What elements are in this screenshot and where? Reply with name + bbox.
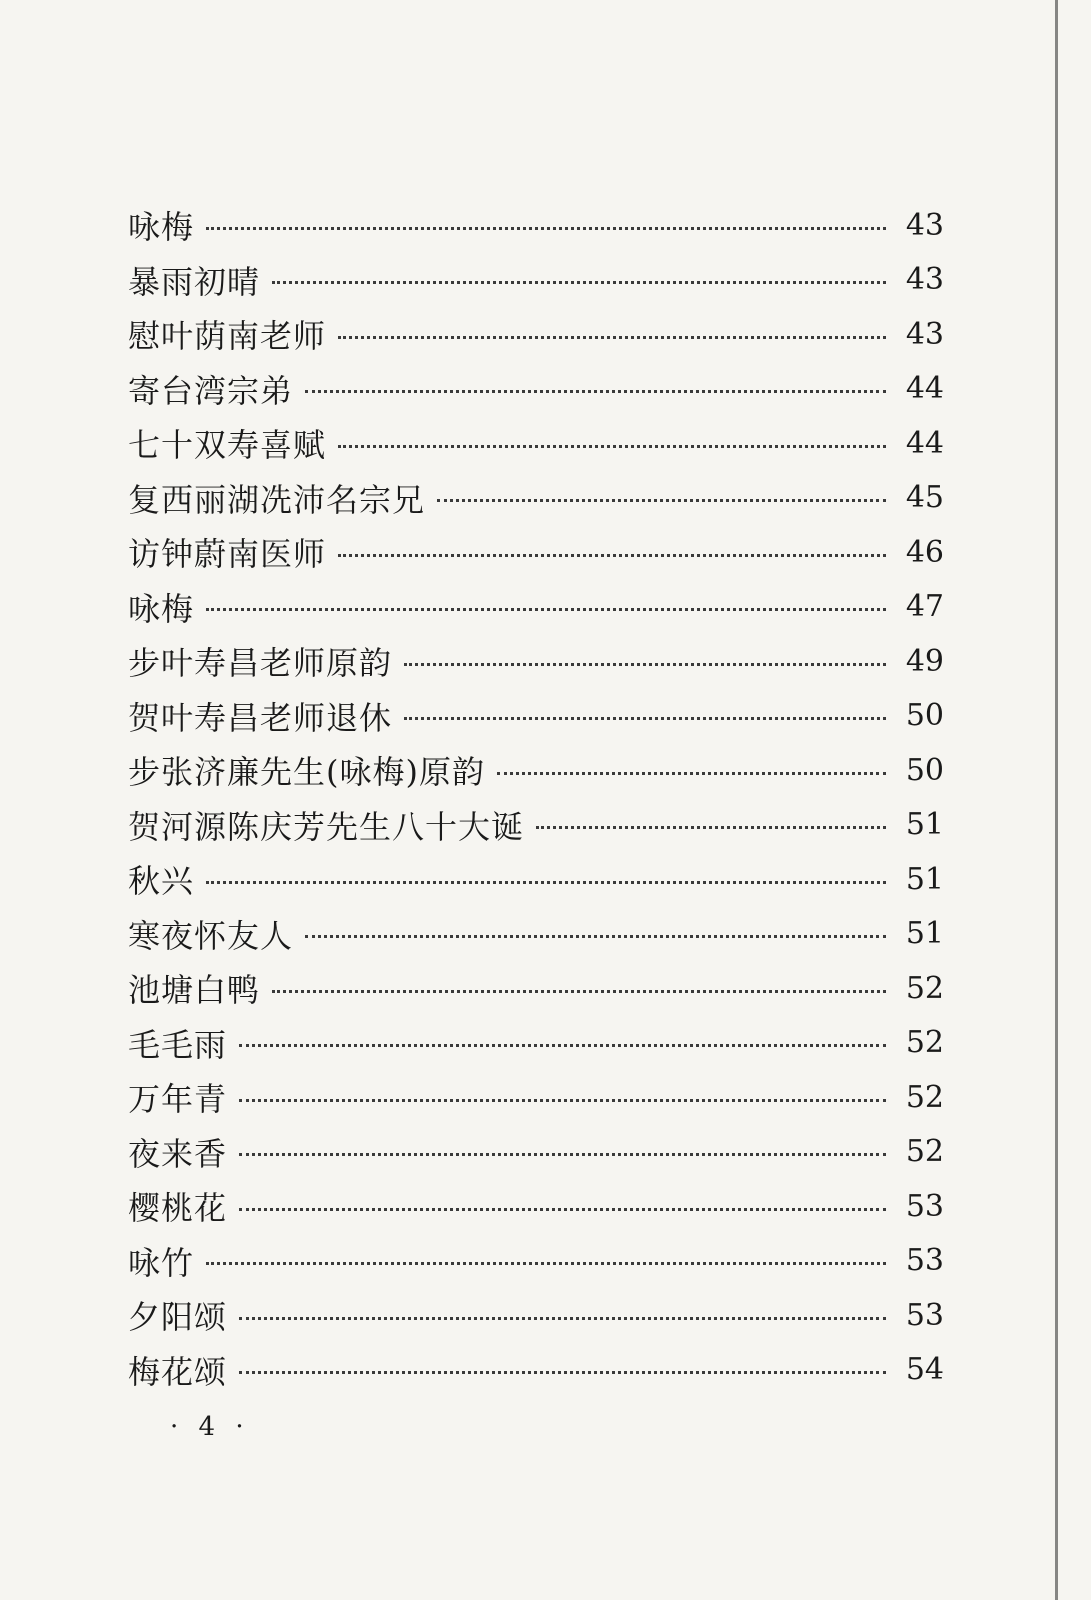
toc-entry-title: 寒夜怀友人: [128, 916, 294, 955]
toc-entry-page: 52: [905, 970, 944, 1006]
toc-entry-page: 50: [905, 698, 944, 734]
dot-leader: [206, 608, 886, 611]
dot-leader: [239, 1317, 886, 1320]
toc-entry-title: 夕阳颂: [128, 1298, 228, 1337]
toc-entry-title: 毛毛雨: [128, 1025, 228, 1064]
dot-leader: [497, 772, 886, 775]
toc-entry-title: 贺叶寿昌老师退休: [128, 698, 393, 737]
toc-entry: [128, 1343, 944, 1398]
page-number: · 4 ·: [170, 1412, 250, 1442]
toc-entry-title: 池塘白鸭: [128, 971, 261, 1010]
toc-entry-title: 七十双寿喜赋: [128, 426, 327, 465]
dot-leader: [272, 281, 886, 284]
table-of-contents: [128, 198, 944, 1397]
toc-entry-title: 步叶寿昌老师原韵: [128, 644, 393, 683]
toc-entry: [128, 416, 944, 471]
toc-entry: [128, 907, 944, 962]
toc-entry-title: 咏梅: [128, 589, 195, 628]
dot-leader: [404, 663, 886, 666]
toc-entry-page: 43: [905, 207, 944, 243]
dot-leader: [338, 554, 886, 557]
toc-entry-title: 万年青: [128, 1080, 228, 1119]
toc-entry: [128, 634, 944, 689]
toc-entry-page: 53: [905, 1243, 944, 1279]
toc-entry-page: 52: [905, 1134, 944, 1170]
dot-leader: [404, 717, 886, 720]
dot-leader: [239, 1044, 886, 1047]
dot-leader: [239, 1208, 886, 1211]
toc-entry-title: 访钟蔚南医师: [128, 535, 327, 574]
dot-leader: [338, 336, 886, 339]
toc-entry-page: 53: [905, 1188, 944, 1224]
toc-entry: [128, 471, 944, 526]
toc-entry-page: 46: [905, 534, 944, 570]
toc-entry: [128, 1234, 944, 1289]
toc-entry-page: 45: [905, 480, 944, 516]
dot-leader: [305, 390, 886, 393]
page-edge-line: [1055, 0, 1058, 1600]
toc-entry: [128, 961, 944, 1016]
toc-entry-page: 51: [905, 916, 944, 952]
toc-entry: [128, 307, 944, 362]
dot-leader: [206, 1262, 886, 1265]
toc-entry-page: 54: [905, 1352, 944, 1388]
toc-entry-page: 52: [905, 1079, 944, 1115]
toc-entry-page: 47: [905, 589, 944, 625]
toc-entry-title: 咏竹: [128, 1243, 195, 1282]
toc-entry: [128, 1125, 944, 1180]
toc-entry-title: 步张济廉先生(咏梅)原韵: [128, 753, 485, 792]
toc-entry-title: 秋兴: [128, 862, 195, 901]
toc-entry-page: 53: [905, 1297, 944, 1333]
toc-entry-page: 43: [905, 316, 944, 352]
toc-entry: [128, 1016, 944, 1071]
toc-entry-page: 50: [905, 752, 944, 788]
dot-leader: [338, 445, 886, 448]
dot-leader: [272, 990, 886, 993]
toc-entry-page: 44: [905, 371, 944, 407]
toc-entry-title: 贺河源陈庆芳先生八十大诞: [128, 807, 525, 846]
toc-entry: [128, 1070, 944, 1125]
toc-entry: [128, 253, 944, 308]
toc-entry: [128, 1179, 944, 1234]
toc-entry: [128, 743, 944, 798]
toc-entry: [128, 1288, 944, 1343]
toc-entry-page: 49: [905, 643, 944, 679]
dot-leader: [239, 1153, 886, 1156]
toc-entry: [128, 689, 944, 744]
toc-entry-page: 52: [905, 1025, 944, 1061]
toc-entry: [128, 525, 944, 580]
dot-leader: [305, 935, 886, 938]
toc-entry-title: 梅花颂: [128, 1352, 228, 1391]
toc-entry-page: 43: [905, 262, 944, 298]
dot-leader: [437, 499, 886, 502]
toc-entry: [128, 362, 944, 417]
toc-entry: [128, 852, 944, 907]
toc-entry-page: 44: [905, 425, 944, 461]
toc-entry-title: 慰叶荫南老师: [128, 317, 327, 356]
toc-entry-title: 夜来香: [128, 1134, 228, 1173]
dot-leader: [536, 826, 886, 829]
toc-entry-title: 复西丽湖冼沛名宗兄: [128, 480, 426, 519]
toc-entry-page: 51: [905, 807, 944, 843]
toc-entry-title: 樱桃花: [128, 1189, 228, 1228]
dot-leader: [206, 227, 886, 230]
toc-entry-title: 咏梅: [128, 208, 195, 247]
dot-leader: [239, 1099, 886, 1102]
toc-entry-title: 寄台湾宗弟: [128, 371, 294, 410]
toc-entry: [128, 580, 944, 635]
toc-entry-title: 暴雨初晴: [128, 262, 261, 301]
toc-entry: [128, 198, 944, 253]
toc-entry-page: 51: [905, 861, 944, 897]
toc-entry: [128, 798, 944, 853]
dot-leader: [239, 1371, 886, 1374]
dot-leader: [206, 881, 886, 884]
